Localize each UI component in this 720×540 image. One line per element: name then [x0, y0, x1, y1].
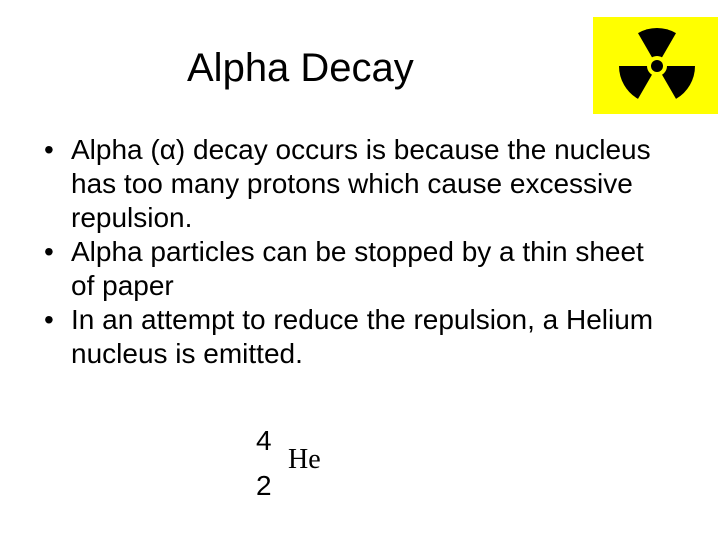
- slide-title: Alpha Decay: [187, 46, 414, 90]
- helium-nuclear-notation: [256, 424, 376, 504]
- radiation-warning-icon: [593, 17, 718, 114]
- element-symbol: He: [288, 444, 321, 475]
- bullet-point: •: [44, 304, 54, 335]
- mass-number: 4: [256, 425, 272, 456]
- atomic-number: 2: [256, 470, 272, 501]
- bullet-text: Alpha particles can be stopped by a thin sheet of paper: [71, 236, 644, 301]
- bullet-list: [44, 133, 674, 371]
- bullet-item-alpha-stopped-by-paper: [44, 235, 674, 303]
- bullet-text: Alpha (α) decay occurs is because the nucleus has too many protons which cause excessive repulsion.: [71, 134, 651, 233]
- bullet-item-alpha-decay-reason: [44, 133, 674, 235]
- bullet-text: In an attempt to reduce the repulsion, a Helium nucleus is emitted.: [71, 304, 654, 369]
- bullet-point: •: [44, 236, 54, 267]
- bullet-point: •: [44, 134, 54, 165]
- bullet-item-helium-nucleus-emitted: [44, 303, 674, 371]
